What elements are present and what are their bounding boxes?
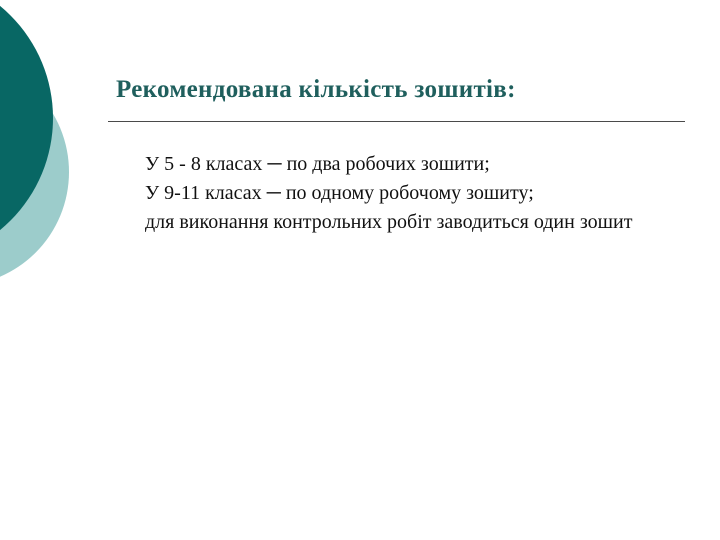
slide-title: Рекомендована кількість зошитів:	[116, 76, 516, 103]
body-line-grades-9-11: У 9-11 класах ─ по одному робочому зошиту;	[145, 182, 534, 204]
title-underline	[108, 121, 685, 122]
body-line-grades-5-8: У 5 - 8 класах ─ по два робочих зошити;	[145, 153, 490, 175]
body-line-control-works: для виконання контрольних робіт заводиться один зошит	[145, 211, 633, 233]
slide-body	[145, 150, 700, 237]
decorative-circles	[0, 0, 90, 300]
